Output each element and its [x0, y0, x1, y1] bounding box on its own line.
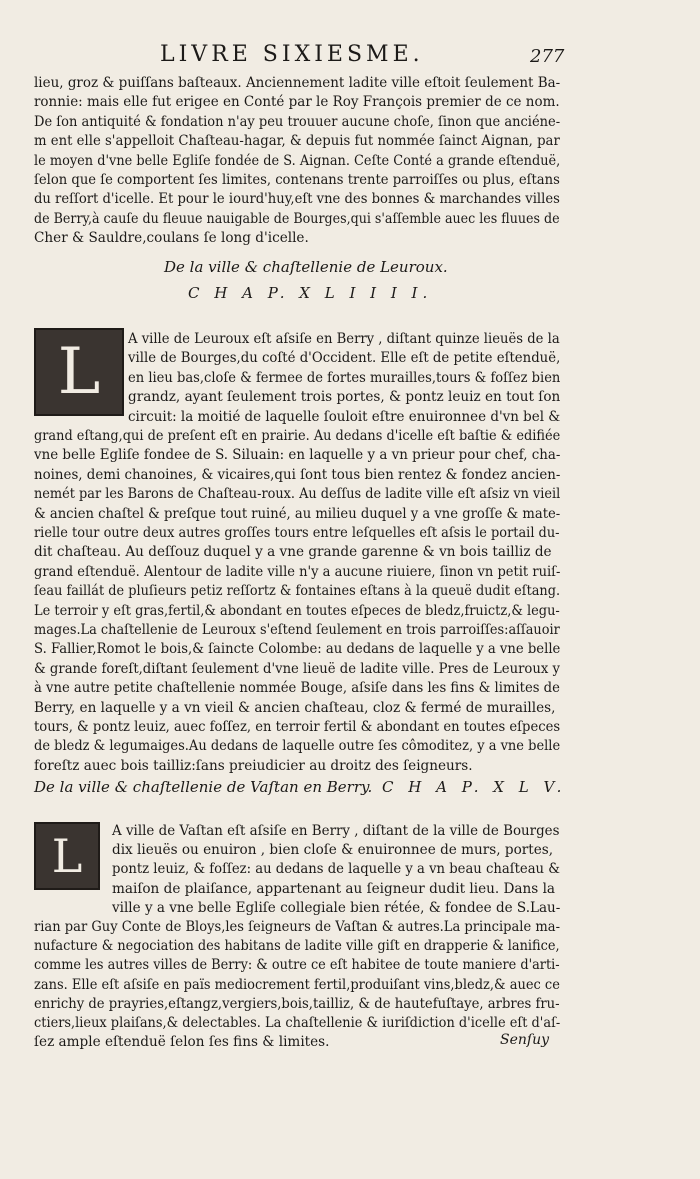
text-line: Le terroir y eſt gras,fertil,& abondant en toutes eſpeces de bledz,fruictz,& legu-: [34, 602, 560, 619]
text-line: dix lieuës ou enuiron , bien cloſe & enuironnee de murs, portes,: [112, 842, 554, 859]
chapter-heading-45: C H A P. X L V.: [382, 778, 567, 796]
text-line: du reſſort d'icelle. Et pour le iourd'huy,eſt vne des bonnes & marchandes villes: [34, 191, 560, 208]
text-line: A ville de Leuroux eſt aſsiſe en Berry , diſtant quinze lieuës de la: [128, 331, 560, 347]
page-number: 277: [530, 46, 565, 67]
running-head: LIVRE SIXIESME.: [160, 42, 424, 67]
decorated-initial-L-2: L: [34, 822, 100, 890]
text-line: De ſon antiquité & fondation n'ay peu trouuer aucune choſe, ſinon que anciéne-: [34, 113, 561, 130]
text-line: lieu, groz & puiſſans baſteaux. Anciennement ladite ville eſtoit ſeulement Ba-: [34, 75, 561, 91]
text-line: zans. Elle eſt aſsiſe en païs mediocrement fertil,produiſant vins,bledz,& auec ce: [34, 976, 560, 993]
text-line: ronnie: mais elle fut erigee en Conté par le Roy François premier de ce nom.: [34, 94, 560, 111]
text-line: noines, demi chanoines, & vicaires,qui ſont tous bien rentez & fondez ancien-: [34, 466, 561, 483]
text-line: ſelon que ſe comportent ſes limites, contenans trente parroiſſes ou plus, eſtans: [34, 172, 560, 188]
text-line: grand eſtenduë. Alentour de ladite ville n'y a aucune riuiere, ſinon vn petit ruiſ-: [34, 563, 561, 580]
text-line: enrichy de prayries,eſtangz,vergiers,bois,tailliz, & de hautefuſtaye, arbres fru-: [34, 995, 560, 1012]
text-line: Berry, en laquelle y a vn vieil & ancien chaſteau, cloz & fermé de murailles,: [34, 699, 556, 716]
text-line: dit chaſteau. Au deſſouz duquel y a vne grande garenne & vn bois tailliz de: [34, 544, 552, 561]
chapter-heading-44: C H A P. X L I I I I.: [188, 284, 433, 302]
text-line: maiſon de plaiſance, appartenant au ſeigneur dudit lieu. Dans la: [112, 880, 556, 897]
text-line: circuit: la moitié de laquelle ſouloit eſtre enuironnee d'vn bel &: [128, 408, 561, 425]
text-line: comme les autres villes de Berry: & outre ce eſt habitee de toute maniere d'arti-: [34, 957, 560, 974]
catchword: Senſuy: [500, 1032, 549, 1048]
text-line: ſeau faillát de pluſieurs petiz reſſortz & fontaines eſtans à la queuë dudit eſtang.: [34, 583, 561, 600]
text-line: mages.La chaſtellenie de Leuroux s'eſtend ſeulement en trois parroiſſes:aſſauoir: [34, 622, 560, 638]
text-line: rielle tour outre deux autres groſſes tours entre leſquelles eſt aſsis le portail du-: [34, 525, 560, 541]
text-line: vne belle Egliſe fondee de S. Siluain: en laquelle y a vn prieur pour chef, cha-: [34, 447, 561, 464]
text-line: A ville de Vaſtan eſt aſsiſe en Berry , diſtant de la ville de Bourges: [112, 823, 560, 839]
text-line: S. Fallier,Romot le bois,& ſaincte Colombe: au dedans de laquelle y a vne belle: [34, 641, 561, 658]
text-line: ſez ample eſtenduë ſelon ſes fins & limites.: [34, 1034, 330, 1051]
section-title-leuroux: De la ville & chaſtellenie de Leuroux.: [164, 258, 448, 276]
text-line: ville y a vne belle Egliſe collegiale bien rétée, & fondee de S.Lau-: [112, 899, 561, 916]
text-line: grand eſtang,qui de preſent eſt en prairie. Au dedans d'icelle eſt baſtie & edifiée: [34, 428, 561, 444]
decorated-initial-L-1: L: [34, 328, 124, 416]
section-title-vastan: De la ville & chaſtellenie de Vaſtan en Berry.: [34, 778, 373, 796]
text-line: & grande foreſt,diſtant ſeulement d'vne lieuë de ladite ville. Pres de Leuroux y: [34, 660, 560, 677]
text-line: rian par Guy Conte de Bloys,les ſeigneurs de Vaſtan & autres.La principale ma-: [34, 919, 560, 935]
text-line: ville de Bourges,du coſté d'Occident. Elle eſt de petite eſtenduë,: [128, 350, 561, 367]
text-line: & ancien chaſtel & preſque tout ruiné, au milieu duquel y a vne groſſe & mate-: [34, 505, 561, 522]
text-line: Cher & Sauldre,coulans ſe long d'icelle.: [34, 230, 309, 247]
text-line: grandz, ayant ſeulement trois portes, & pontz leuiz en tout ſon: [128, 389, 561, 406]
text-line: en lieu bas,cloſe & fermee de fortes murailles,tours & foſſez bien: [128, 369, 561, 386]
text-line: nemét par les Barons de Chaſteau-roux. Au deſſus de ladite ville eſt aſsiz vn vieil: [34, 486, 561, 503]
text-line: de bledz & legumaiges.Au dedans de laquelle outre ſes cômoditez, y a vne belle: [34, 738, 561, 755]
text-line: de Berry,à cauſe du fleuue nauigable de Bourges,qui s'aſſemble auec les fluues de: [34, 210, 560, 227]
text-line: foreſtz auec bois tailliz:ſans preiudicier au droitz des ſeigneurs.: [34, 757, 473, 774]
text-line: le moyen d'vne belle Egliſe fondée de S. Aignan. Ceſte Conté a grande eſtenduë,: [34, 152, 561, 169]
text-line: m ent elle s'appelloit Chaſteau-hagar, & depuis fut nommée ſainct Aignan, par: [34, 133, 560, 150]
text-line: nufacture & negociation des habitans de ladite ville giſt en drapperie & lanifice,: [34, 938, 560, 955]
text-line: pontz leuiz, & foſſez: au dedans de laquelle y a vn beau chaſteau &: [112, 861, 560, 878]
text-line: ctiers,lieux plaiſans,& delectables. La chaſtellenie & iuriſdiction d'icelle eſt d'aſ-: [34, 1015, 561, 1031]
text-line: tours, & pontz leuiz, auec foſſez, en terroir fertil & abondant en toutes eſpeces: [34, 719, 561, 735]
text-line: à vne autre petite chaſtellenie nommée Bouge, aſsiſe dans les fins & limites de: [34, 680, 560, 697]
